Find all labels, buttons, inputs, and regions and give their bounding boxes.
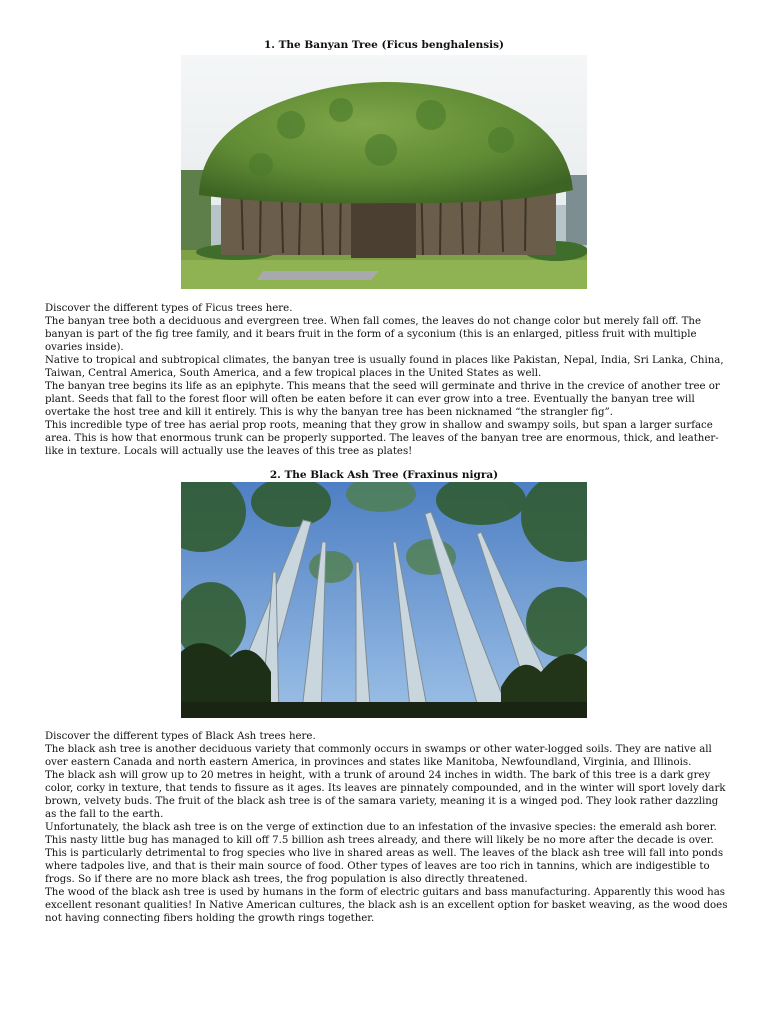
black-ash-paragraph: The black ash will grow up to 20 metres in height, with a trunk of around 24 inches in width. The bark of this tree is a dark grey color, corky in texture, that tends to fissure as it ages. Its leaves are pinnately compounded, and in the winter will sport lovely dark brown, velvety buds. The fruit of the black ash tree is of the samara variety, meaning it is a winged pod. They look rather dazzling as the fall to the earth. xyxy=(45,770,726,820)
banyan-paragraph: The banyan tree both a deciduous and evergreen tree. When fall comes, the leaves do not change color but merely fall off. The banyan is part of the fig tree family, and it bears fruit in the form of a syconium (this is an enlarged, pitless fruit with multiple ovaries inside). xyxy=(45,316,702,353)
black-ash-tree-image xyxy=(181,482,587,718)
black-ash-paragraph: Unfortunately, the black ash tree is on the verge of extinction due to an infestation of the invasive species: the emerald ash borer. This nasty little bug has managed to kill off 7.5 billion ash trees already, and there will likely be no more after the decade is over. xyxy=(45,822,717,846)
black-ash-paragraph: This is particularly detrimental to frog species who live in shared areas as well. The leaves of the black ash tree will fall into ponds where tadpoles live, and that is their main source of food. Other types of leaves are too rich in tannins, which are indigestible to frogs. So if there are no more black ash trees, the frog population is also directly threatened. xyxy=(45,848,724,885)
banyan-text xyxy=(45,302,729,458)
black-ash-paragraph: The wood of the black ash tree is used by humans in the form of electric guitars and bass manufacturing. Apparently this wood has excellent resonant qualities! In Native American cultures, the black ash is an excellent option for basket weaving, as the wood does not having connecting fibers holding the growth rings together. xyxy=(45,887,728,924)
banyan-heading: 1. The Banyan Tree (Ficus benghalensis) xyxy=(263,39,505,51)
banyan-paragraph: Discover the different types of Ficus trees here. xyxy=(45,303,293,314)
black-ash-paragraph: Discover the different types of Black Ash trees here. xyxy=(45,731,316,742)
banyan-paragraph: This incredible type of tree has aerial prop roots, meaning that they grow in shallow and swampy soils, but span a larger surface area. This is how that enormous trunk can be properly supported. The leaves of the banyan tree are enormous, thick, and leather-like in texture. Locals will actually use the leaves of this tree as plates! xyxy=(45,420,719,457)
banyan-paragraph: Native to tropical and subtropical climates, the banyan tree is usually found in places like Pakistan, Nepal, India, Sri Lanka, China, Taiwan, Central America, South America, and a few tropical places in the United States as well. xyxy=(45,355,724,379)
banyan-paragraph: The banyan tree begins its life as an epiphyte. This means that the seed will germinate and thrive in the crevice of another tree or plant. Seeds that fall to the forest floor will often be eaten before it can ever grow into a tree. Eventually the banyan tree will overtake the host tree and kill it entirely. This is why the banyan tree has been nicknamed “the strangler fig”. xyxy=(45,381,720,418)
black-ash-illustration xyxy=(181,482,587,718)
black-ash-heading: 2. The Black Ash Tree (Fraxinus nigra) xyxy=(269,469,499,481)
black-ash-text xyxy=(45,730,729,925)
banyan-tree-image xyxy=(181,55,587,289)
banyan-illustration xyxy=(181,55,587,289)
black-ash-paragraph: The black ash tree is another deciduous variety that commonly occurs in swamps or other water-logged soils. They are native all over eastern Canada and north eastern America, in provinces and states like Manitoba, Newfoundland, Virginia, and Illinois. xyxy=(45,744,712,768)
